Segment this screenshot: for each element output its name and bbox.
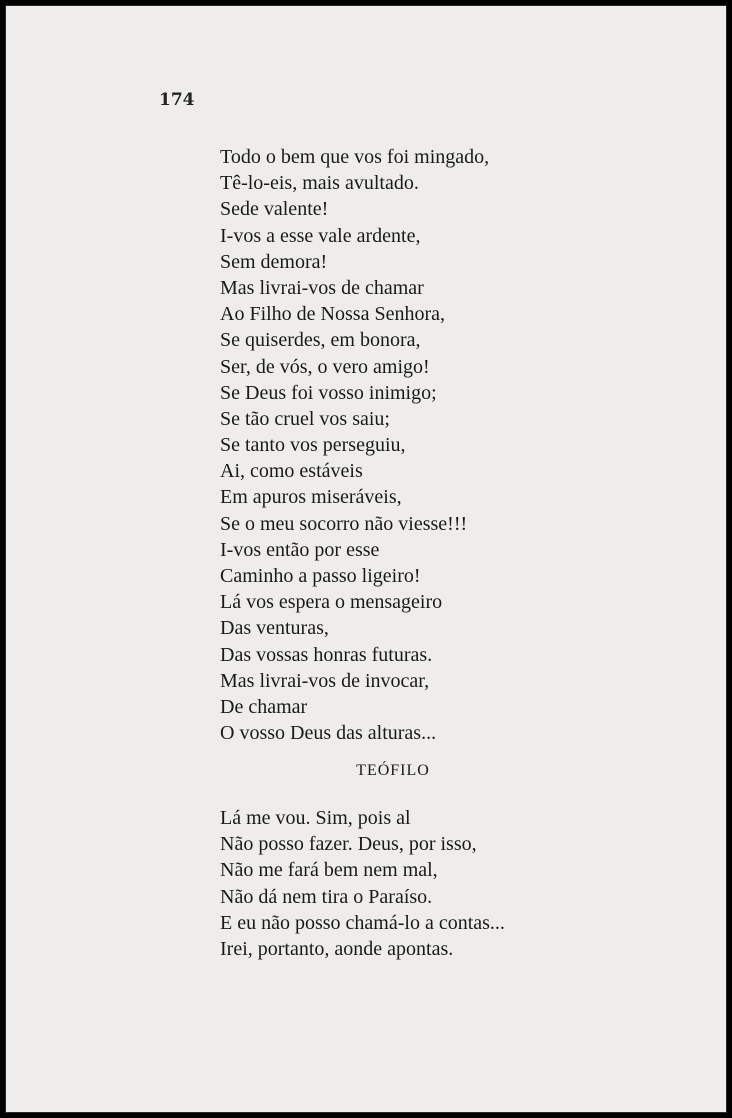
speaker-label: TEÓFILO xyxy=(356,762,430,779)
verse-stanza-1 xyxy=(220,144,489,746)
book-page xyxy=(5,5,727,1113)
verse-line: Ai, como estáveis xyxy=(220,460,363,483)
verse-line: Em apuros miseráveis, xyxy=(220,486,402,509)
verse-line: I-vos a esse vale ardente, xyxy=(220,224,421,247)
verse-line: Ao Filho de Nossa Senhora, xyxy=(220,303,445,326)
verse-line: Lá me vou. Sim, pois al xyxy=(220,807,411,829)
page-number: 174 xyxy=(159,90,195,110)
verse-line: Caminho a passo ligeiro! xyxy=(220,565,421,587)
verse-stanza-2 xyxy=(220,805,505,962)
verse-line: Sede valente! xyxy=(220,198,329,221)
verse-line: Se Deus foi vosso inimigo; xyxy=(220,381,437,404)
verse-line: Não me fará bem nem mal, xyxy=(220,859,438,882)
verse-line: Não dá nem tira o Paraíso. xyxy=(220,885,433,908)
verse-line: Irei, portanto, aonde apontas. xyxy=(220,937,454,960)
verse-line: Não posso fazer. Deus, por isso, xyxy=(220,833,477,856)
verse-line: E eu não posso chamá-lo a contas... xyxy=(220,911,505,934)
verse-line: Mas livrai-vos de invocar, xyxy=(220,669,430,692)
verse-line: Ser, de vós, o vero amigo! xyxy=(220,355,430,378)
verse-line: Mas livrai-vos de chamar xyxy=(220,276,424,299)
verse-line: Se tanto vos perseguiu, xyxy=(220,434,406,457)
verse-line: Sem demora! xyxy=(220,250,328,273)
verse-line: Tê-lo-eis, mais avultado. xyxy=(220,172,419,195)
verse-line: I-vos então por esse xyxy=(220,538,380,561)
verse-line: O vosso Deus das alturas... xyxy=(220,722,437,745)
speaker-name xyxy=(6,762,727,780)
verse-line: Se o meu socorro não viesse!!! xyxy=(220,512,468,535)
verse-line: Lá vos espera o mensageiro xyxy=(220,591,443,614)
verse-line: Das venturas, xyxy=(220,617,329,640)
verse-line: Todo o bem que vos foi mingado, xyxy=(220,146,490,168)
verse-line: Das vossas honras futuras. xyxy=(220,643,433,666)
verse-line: Se quiserdes, em bonora, xyxy=(220,329,421,352)
verse-line: De chamar xyxy=(220,695,308,718)
verse-line: Se tão cruel vos saiu; xyxy=(220,407,390,430)
